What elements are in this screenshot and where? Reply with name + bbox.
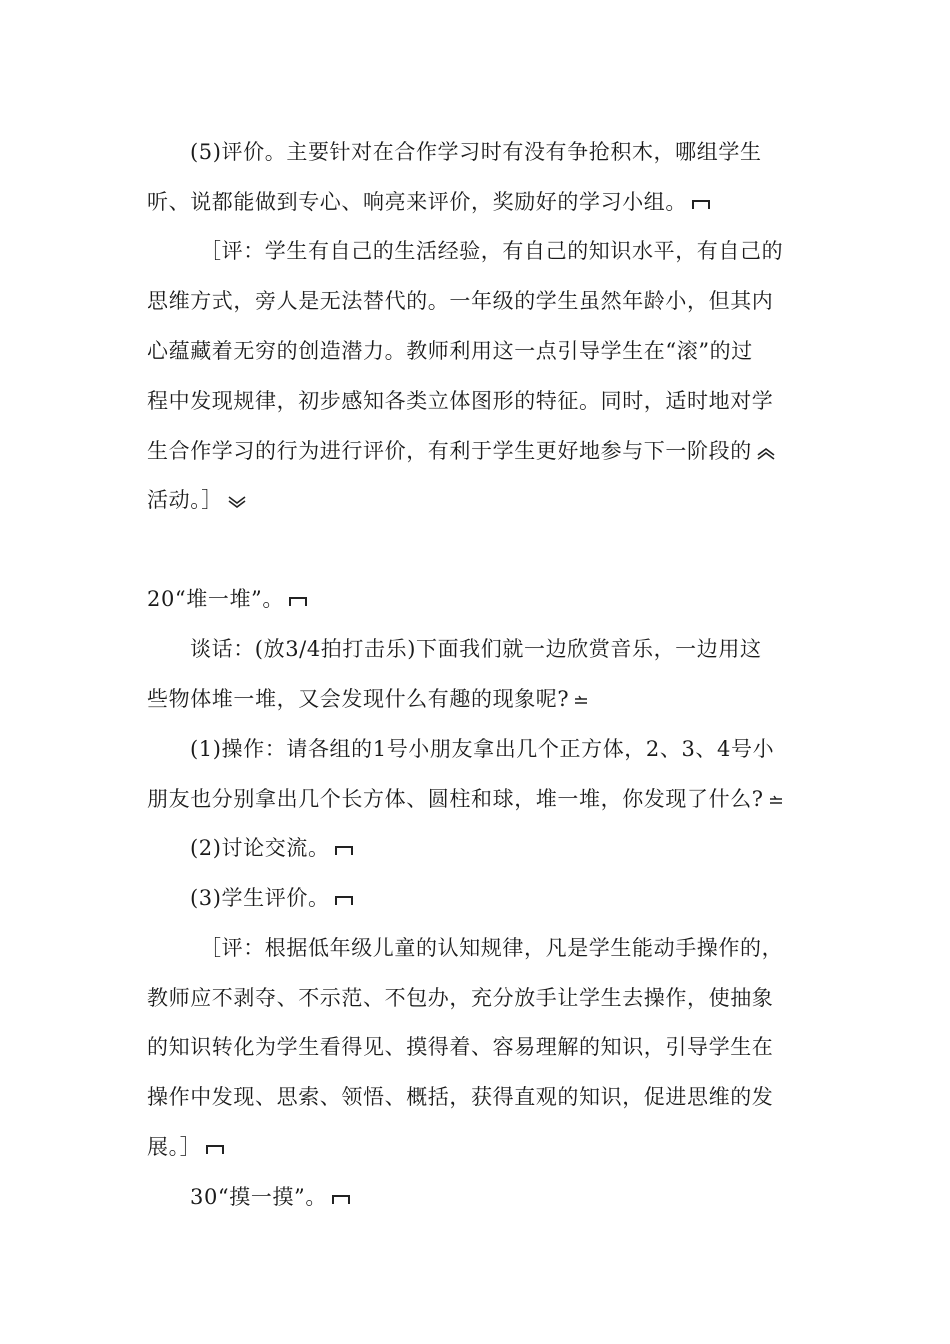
equal-mark-icon <box>768 786 784 816</box>
paragraph-mark-icon <box>205 1134 225 1164</box>
paragraph-line: (5)评价。主要针对在合作学习时有没有争抢积木，哪组学生 <box>190 140 762 164</box>
paragraph-line: 谈话：(放3/4拍打击乐)下面我们就一边欣赏音乐，一边用这 <box>190 637 762 661</box>
paragraph-mark-icon <box>691 189 711 219</box>
paragraph-line: 操作中发现、思索、领悟、概括，获得直观的知识，促进思维的发 <box>147 1085 774 1109</box>
paragraph-mark-icon <box>334 835 354 865</box>
paragraph-line: 思维方式，旁人是无法替代的。一年级的学生虽然年龄小，但其内 <box>147 289 774 313</box>
paragraph-line: 心蕴藏着无穷的创造潜力。教师利用这一点引导学生在“滚”的过 <box>147 339 753 363</box>
paragraph-line: 些物体堆一堆，又会发现什么有趣的现象呢? <box>147 684 589 716</box>
paragraph-line: 教师应不剥夺、不示范、不包办，充分放手让学生去操作，使抽象 <box>147 986 774 1010</box>
paragraph-line: (1)操作：请各组的1号小朋友拿出几个正方体，2、3、4号小 <box>190 737 775 761</box>
paragraph-line: 朋友也分别拿出几个长方体、圆柱和球，堆一堆，你发现了什么? <box>147 784 784 816</box>
paragraph-line: ［评：根据低年级儿童的认知规律，凡是学生能动手操作的， <box>200 936 784 960</box>
paragraph-line: 程中发现规律，初步感知各类立体图形的特征。同时，适时地对学 <box>147 389 774 413</box>
paragraph-line: 的知识转化为学生看得见、摸得着、容易理解的知识，引导学生在 <box>147 1035 774 1059</box>
paragraph-mark-icon <box>288 586 308 616</box>
section-heading: 20“堆一堆”。 <box>147 584 308 616</box>
paragraph-mark-icon <box>331 1184 351 1214</box>
paragraph-line: ［评：学生有自己的生活经验，有自己的知识水平，有自己的 <box>200 239 784 263</box>
paragraph-line: 活动。］ <box>147 485 247 517</box>
paragraph-line: (3)学生评价。 <box>190 883 354 915</box>
double-chevron-up-icon <box>756 438 776 468</box>
section-heading: 30“摸一摸”。 <box>190 1182 351 1214</box>
paragraph-line: (2)讨论交流。 <box>190 833 354 865</box>
double-chevron-down-icon <box>227 487 247 517</box>
paragraph-line: 生合作学习的行为进行评价，有利于学生更好地参与下一阶段的 <box>147 436 776 468</box>
paragraph-line: 展。］ <box>147 1132 225 1164</box>
paragraph-mark-icon <box>334 885 354 915</box>
paragraph-line: 听、说都能做到专心、响亮来评价，奖励好的学习小组。 <box>147 187 711 219</box>
equal-mark-icon <box>573 686 589 716</box>
